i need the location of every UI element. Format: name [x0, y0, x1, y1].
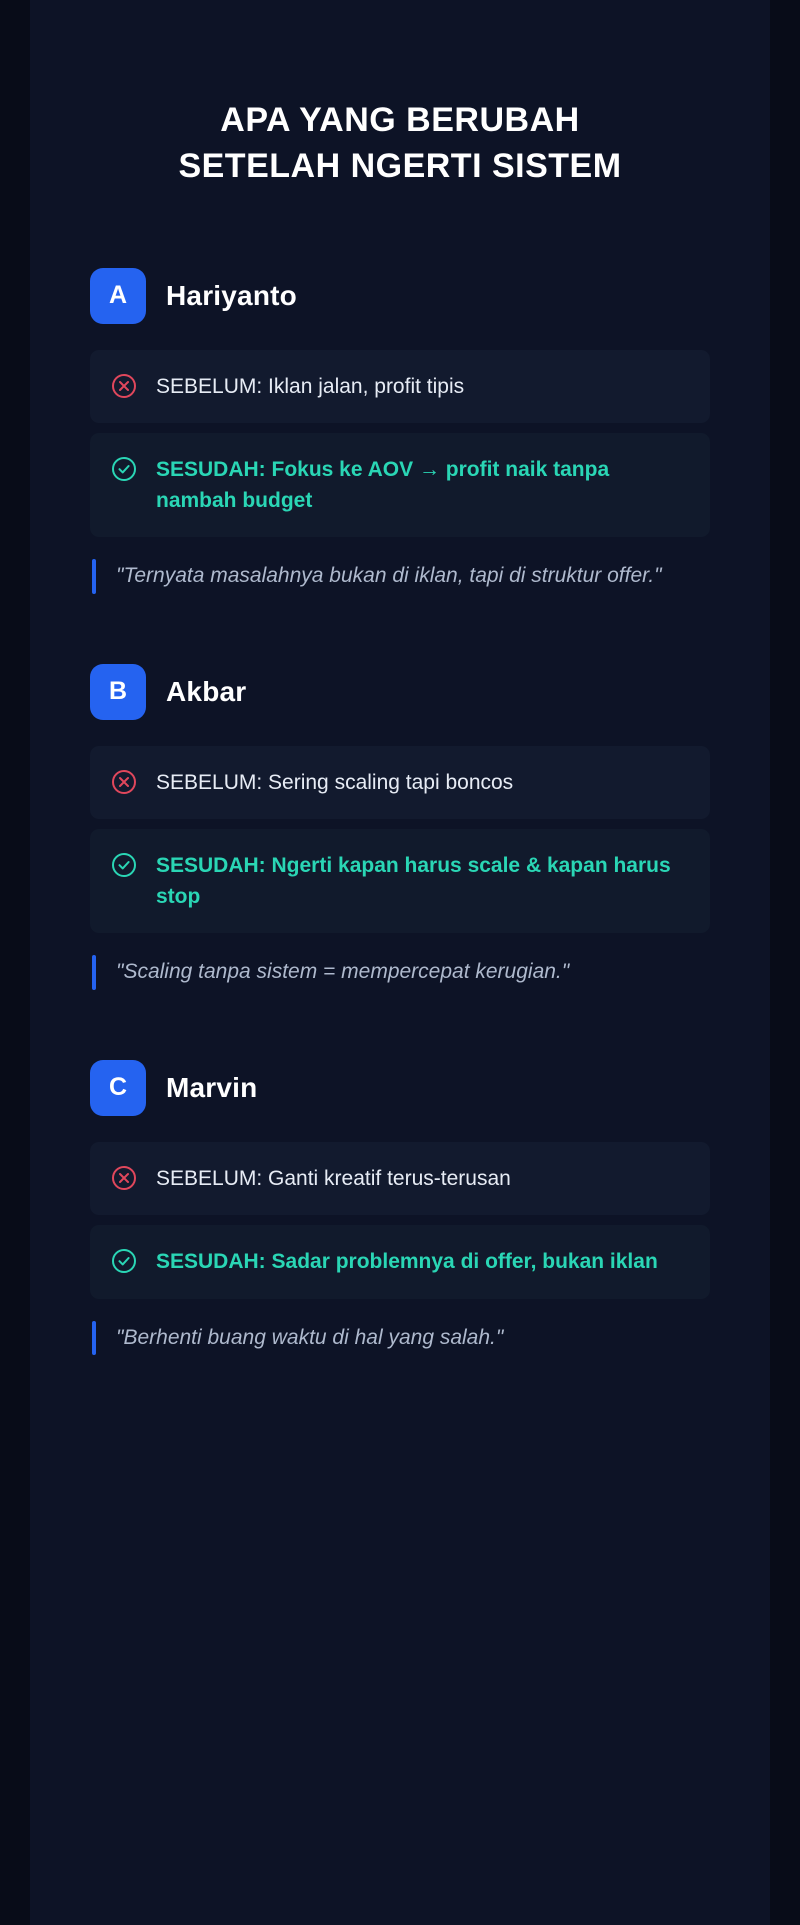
quote-text-b: "Scaling tanpa sistem = mempercepat kerugian."	[116, 960, 570, 984]
page-title-line-2: SETELAH NGERTI SISTEM	[178, 146, 622, 185]
person-header-c	[90, 1060, 710, 1116]
person-badge-b: B	[90, 664, 146, 720]
before-text-a: SEBELUM: Iklan jalan, profit tipis	[156, 374, 465, 398]
quote-a	[90, 559, 710, 594]
check-circle-icon	[110, 851, 138, 879]
before-row-c	[90, 1142, 710, 1215]
after-text-a: SESUDAH: Fokus ke AOV → profit naik tanpa nambah budget	[156, 458, 610, 512]
after-row-c	[90, 1225, 710, 1298]
before-text-c: SEBELUM: Ganti kreatif terus-terusan	[156, 1166, 511, 1190]
person-card-c	[90, 990, 710, 1356]
quote-b	[90, 955, 710, 990]
quote-bar-c	[92, 1321, 96, 1356]
left-edge-bar	[0, 0, 30, 1925]
person-header-b	[90, 664, 710, 720]
after-row-b	[90, 829, 710, 933]
person-name-c: Marvin	[166, 1071, 258, 1103]
person-name-b: Akbar	[166, 675, 247, 707]
x-circle-icon	[110, 1164, 138, 1192]
person-badge-c: C	[90, 1060, 146, 1116]
right-edge-bar	[770, 0, 800, 1925]
after-text-c: SESUDAH: Sadar problemnya di offer, bukan iklan	[156, 1250, 658, 1274]
person-card-a	[90, 190, 710, 594]
check-circle-icon	[110, 455, 138, 483]
quote-bar-b	[92, 955, 96, 990]
check-circle-icon	[110, 1247, 138, 1275]
person-header-a	[90, 268, 710, 324]
after-row-a	[90, 433, 710, 537]
quote-text-a: "Ternyata masalahnya bukan di iklan, tapi di struktur offer."	[116, 564, 662, 588]
quote-text-c: "Berhenti buang waktu di hal yang salah."	[116, 1325, 504, 1349]
before-row-a	[90, 350, 710, 423]
before-text-b: SEBELUM: Sering scaling tapi boncos	[156, 770, 514, 794]
x-circle-icon	[110, 372, 138, 400]
page-title	[90, 0, 710, 190]
page-title-line-1: APA YANG BERUBAH	[220, 101, 580, 139]
person-card-b	[90, 594, 710, 990]
person-badge-a: A	[90, 268, 146, 324]
person-name-a: Hariyanto	[166, 279, 297, 311]
x-circle-icon	[110, 768, 138, 796]
after-text-b: SESUDAH: Ngerti kapan harus scale & kapan harus stop	[156, 854, 671, 908]
quote-bar-a	[92, 559, 96, 594]
before-row-b	[90, 746, 710, 819]
quote-c	[90, 1321, 710, 1356]
